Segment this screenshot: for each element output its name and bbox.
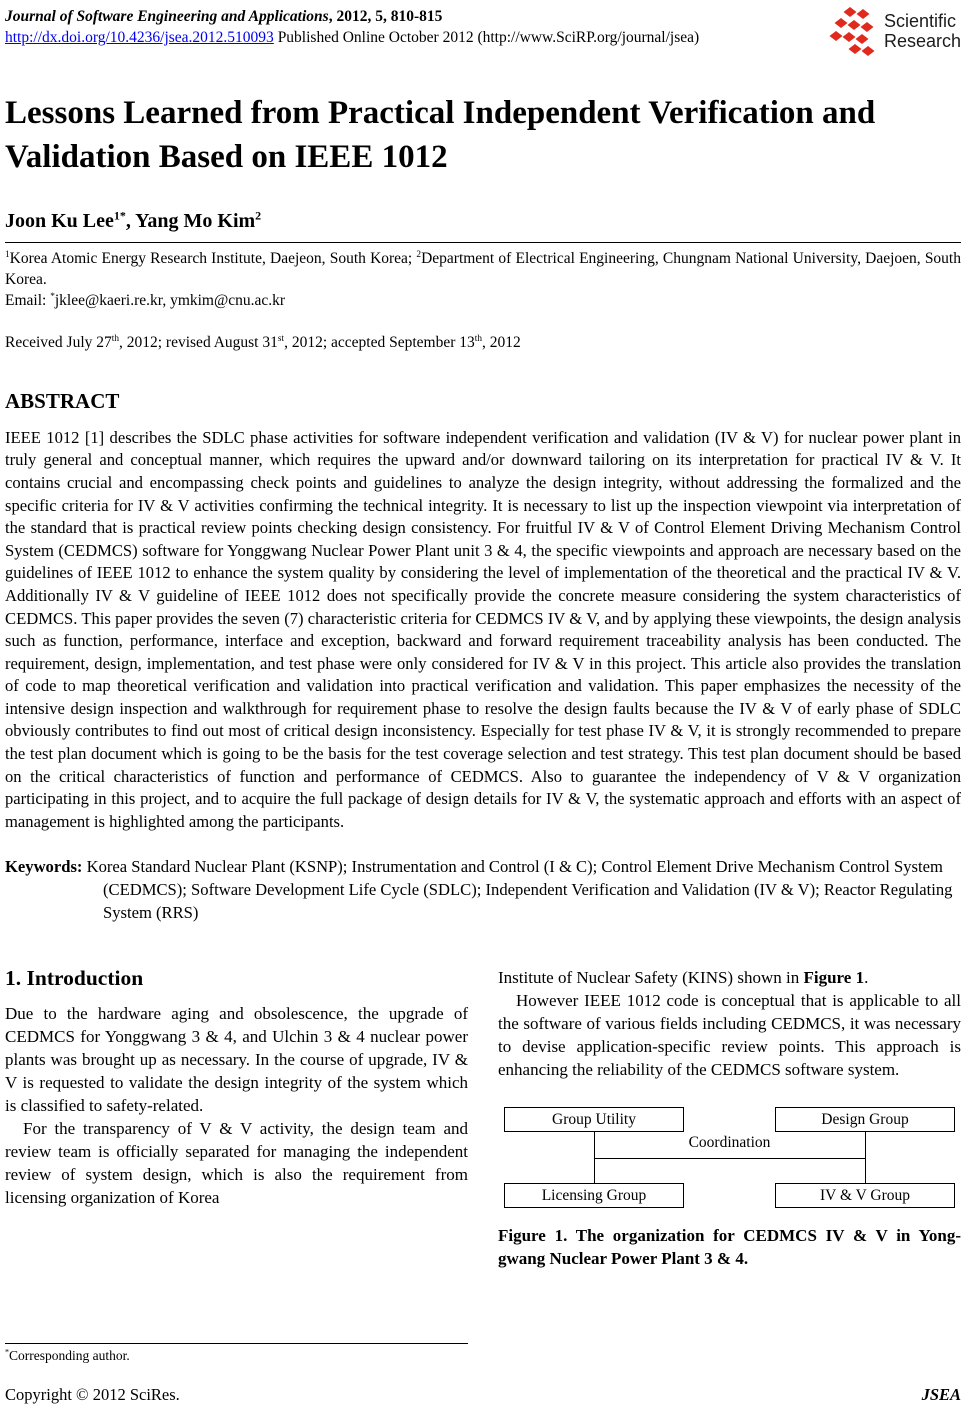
received-ordinal: th [474,333,482,344]
received-part: , 2012; revised August 31 [119,333,278,351]
scientific-research-logo [828,6,961,56]
abstract-text: IEEE 1012 [1] describes the SDLC phase activities for software independent verification and validation (IV & V) for nuclear power plant in truly general and conceptual manner, which requires the upward and/or downward tailoring on its interpretation for practical IV & V. It contains crucial and encompassing check points and guidelines to analyze the design integrity, without addressing the formalized and the specific criteria for IV & V activities confirming the technical integrity. It is necessary to list up the inspection viewpoint via interpretation of the standard that is practical review points checking design consistency. For fruitful IV & V of Control Element Driving Mechanism Control System (CEDMCS) software for Yonggwang Nuclear Power Plant unit 3 & 4, the specific viewpoints and approach are necessary based on the guidelines of IEEE 1012 to enhance the system quality by considering the level of implementation of the theoretical and the practical IV & V. Additionally IV & V guideline of IEEE 1012 does not specifically provide the concrete measure considering the system characteristics of CEDMCS. This paper provides the seven (7) characteristic criteria for CEDMCS IV & V, and by applying these viewpoints, the design analysis such as function, performance, interface and exception, backward and forward requirement traceability analysis has been conducted. The requirement, design, implementation, and test phase were only considered for IV & V in this project. This article also provides the translation of code to map theoretical verification and validation into practical verification and validation. This paper emphasizes the necessity of the intensive design inspection and walkthrough for requirement phase to resolve the design faults because the IV & V of early phase of SDLC obviously contributes to find out most of critical design inconsistency. Especially for test phase IV & V, it is strongly recommended to prepare the test plan document which is going to be the basis for the test coverage selection and test strategy. This test plan document should be based on the critical characteristics of function and performance of CEDMCS. Also to guarantee the independency of V & V organization participating in this project, and to acquire the full package of design details for IV & V, the systematic approach and efforts with an aspect of management is highlighted among the participants. [5,427,961,831]
email-label: Email: [5,291,51,309]
right-column [498,966,961,1365]
figure-1-org-chart [498,1107,961,1209]
intro-paragraph-3-period: . [864,968,869,988]
intro-paragraph-1: Due to the hardware aging and obsolescence, the upgrade of CEDMCS for Yonggwang 3 & 4, and Ulchin 3 & 4 nuclear power plants was brought up as necessary. In the course of upgrade, IV & V is requested to validate the design integrity of the system which is classified to safety-related. [5,1004,468,1116]
intro-paragraph-4: However IEEE 1012 code is conceptual that is applicable to all the software of various fields including CEDMCS, it was necessary to devise application-specific review points. This approach is enhancing the reliability of the CEDMCS software system. [498,991,961,1080]
org-chart-box-group-utility: Group Utility [504,1107,684,1132]
affiliation-1-marker: 1 [5,249,10,260]
logo-word-scientific: Scientific [883,11,956,31]
two-column-body [5,966,961,1365]
email-asterisk: * [50,291,55,302]
author-2-name: Yang Mo Kim [135,209,256,232]
org-chart-connector-line-horizontal [594,1158,866,1159]
masthead [5,6,961,56]
abstract-heading: ABSTRACT [5,388,120,413]
org-chart-box-design-group: Design Group [775,1107,955,1132]
figure-1-reference: Figure 1 [803,968,865,988]
journal-header [5,6,699,48]
footnote-asterisk: * [5,1347,10,1357]
received-ordinal: st [277,333,285,344]
doi-link[interactable]: http://dx.doi.org/10.4236/jsea.2012.510093 [5,29,274,46]
logo-word-research: Research [883,31,961,51]
keywords-block [5,856,961,924]
intro-paragraph-3-text: Institute of Nuclear Safety (KINS) shown in [498,968,804,988]
left-column [5,966,468,1365]
footnote-text: Corresponding author. [9,1348,130,1363]
affiliation-2-marker: 2 [416,249,422,260]
affiliation-2-text: Department of Electrical Engineering, Chungnam National University, Daejoen, South Korea. [5,249,961,288]
author-1-superscript: 1* [113,208,126,223]
received-part: Received July 27 [5,333,112,351]
figure-1-caption: Figure 1. The organization for CEDMCS IV & V in Yong-gwang Nuclear Power Plant 3 & 4. [498,1226,961,1269]
section-heading-introduction: 1. Introduction [5,966,144,991]
red-diamonds-cluster-icon [828,6,884,56]
keywords-text: Korea Standard Nuclear Plant (KSNP); Instrumentation and Control (I & C); Control Element Drive Mechanism Control System (CEDMCS); Software Development Life Cycle (SDLC); Independent Verification and Validation (IV & V); Reactor Regulating System (RRS) [82,857,953,922]
received-line [5,332,961,353]
org-chart-box-licensing-group: Licensing Group [504,1183,684,1208]
org-chart-box-iv-v-group: IV & V Group [775,1183,955,1208]
corresponding-author-footnote [5,1343,468,1365]
affiliations [5,248,961,290]
org-chart-coordination-label: Coordination [688,1134,771,1152]
journal-issue-pages: , 2012, 5, 810-815 [328,8,443,25]
keywords-label: Keywords: [5,857,83,877]
intro-paragraph-2: For the transparency of V & V activity, the design team and review team is officially separated for managing the independent review of system design, which is also the requirement from licensing organization of Korea [5,1119,468,1208]
email-addresses: jklee@kaeri.re.kr, ymkim@cnu.ac.kr [54,291,286,309]
authors-line [5,210,961,233]
journal-name: Journal of Software Engineering and Applications [5,8,329,25]
publication-line [5,27,699,48]
journal-citation-line [5,6,699,27]
author-separator: , [125,209,136,232]
page-title: Lessons Learned from Practical Independent Verification and Validation Based on IEEE 1012 [5,95,876,175]
footer-journal-abbrev: JSEA [921,1385,961,1404]
affiliation-1-text: Korea Atomic Energy Research Institute, Daejeon, South Korea; [9,249,417,267]
author-2-superscript: 2 [255,208,262,223]
email-line [5,290,961,311]
received-part: , 2012 [481,333,521,351]
intro-paragraph-3 [498,966,961,989]
received-ordinal: th [111,333,119,344]
received-part: , 2012; accepted September 13 [284,333,475,351]
footer-copyright: Copyright © 2012 SciRes. [5,1385,180,1404]
authors-divider-rule [5,242,961,243]
published-online-text: Published Online October 2012 (http://www.SciRP.org/journal/jsea) [273,29,700,46]
page-footer [5,1385,961,1405]
author-1-name: Joon Ku Lee [5,209,114,232]
logo-wordmark [884,11,961,51]
